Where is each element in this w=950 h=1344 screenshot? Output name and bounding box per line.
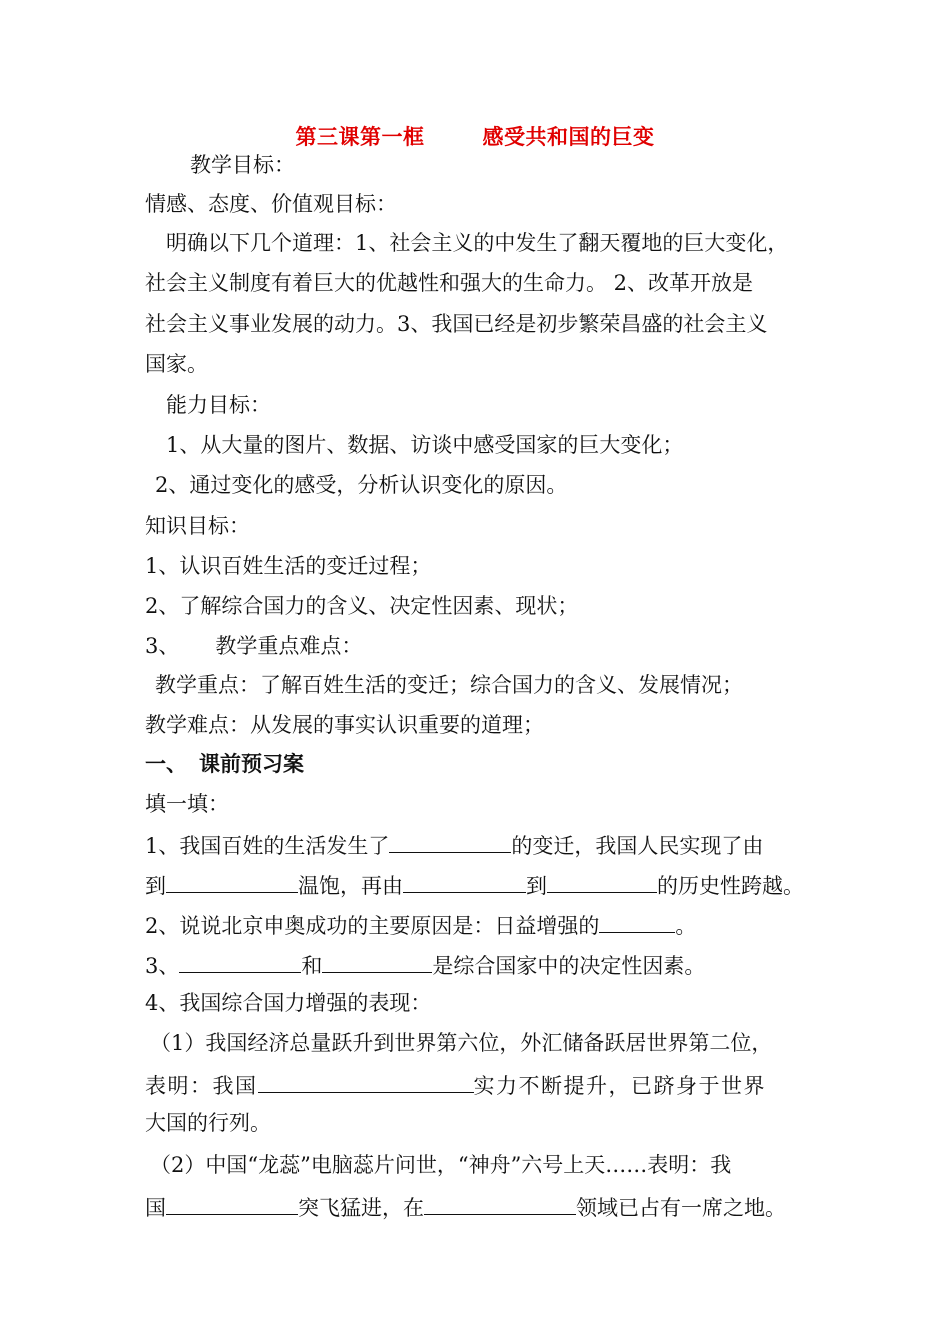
- knowledge-goal-3: [145, 633, 362, 659]
- q3-text-mid: 和: [301, 954, 323, 978]
- q1b-text-post: 的历史性跨越。: [657, 874, 804, 898]
- fill-blank[interactable]: [322, 950, 432, 973]
- goals-label: 教学目标：: [190, 153, 295, 177]
- ability-goal-1: 1、从大量的图片、数据、访谈中感受国家的巨大变化；: [166, 433, 684, 457]
- q4-2b-text-post: 领域已占有一席之地。: [576, 1196, 786, 1220]
- title-topic: 感受共和国的巨变: [482, 125, 655, 149]
- section-number: 一、: [145, 752, 187, 776]
- key-point: 教学重点：了解百姓生活的变迁；综合国力的含义、发展情况；: [155, 673, 743, 697]
- emotion-goals-label: 情感、态度、价值观目标：: [145, 192, 397, 216]
- title-lesson: 第三课第一框: [295, 125, 425, 149]
- q3-text-post: 是综合国家中的决定性因素。: [432, 954, 706, 978]
- fill-blank[interactable]: [166, 870, 298, 893]
- q4-1b-text-pre: 表明：我国: [145, 1074, 258, 1098]
- fill-blank[interactable]: [166, 1192, 298, 1215]
- question-3: [145, 950, 705, 979]
- q1b-text-mid2: 到: [526, 874, 547, 898]
- knowledge-goal-3-text: 教学重点难点：: [215, 634, 363, 658]
- fill-blank[interactable]: [179, 950, 301, 973]
- ability-goal-2: 2、通过变化的感受，分析认识变化的原因。: [155, 473, 568, 497]
- q1a-text-pre: 1、我国百姓的生活发生了: [145, 834, 390, 858]
- q4-2b-text-mid: 突飞猛进，在: [298, 1196, 424, 1220]
- q4-2b-text-pre: 国: [145, 1196, 166, 1220]
- fill-blank[interactable]: [258, 1070, 474, 1093]
- question-4-1c: 大国的行列。: [145, 1111, 271, 1135]
- question-4: 4、我国综合国力增强的表现：: [145, 991, 432, 1015]
- question-4-2b: [145, 1192, 786, 1221]
- question-2: [145, 910, 696, 939]
- fill-blank[interactable]: [389, 830, 511, 853]
- fill-label: 填一填：: [145, 792, 229, 816]
- fill-blank[interactable]: [599, 910, 675, 933]
- knowledge-goal-3-num: 3、: [145, 634, 180, 658]
- knowledge-goal-2: 2、了解综合国力的含义、决定性因素、现状；: [145, 594, 579, 618]
- emotion-line-1: 明确以下几个道理：1、社会主义的中发生了翻天覆地的巨大变化，: [166, 231, 789, 255]
- q2-text-pre: 2、说说北京申奥成功的主要原因是：日益增强的: [145, 914, 600, 938]
- section-heading: [145, 751, 304, 777]
- q1b-text-mid1: 温饱，再由: [298, 874, 403, 898]
- knowledge-goals-label: 知识目标：: [145, 514, 250, 538]
- knowledge-goal-1: 1、认识百姓生活的变迁过程；: [145, 554, 432, 578]
- emotion-line-3: 社会主义事业发展的动力。3、我国已经是初步繁荣昌盛的社会主义: [145, 312, 768, 336]
- q4-1b-text-post: 实力不断提升，已跻身于世界: [473, 1074, 766, 1098]
- ability-goals-label: 能力目标：: [166, 393, 271, 417]
- q3-text-pre: 3、: [145, 954, 180, 978]
- q1a-text-post: 的变迁，我国人民实现了由: [511, 834, 764, 858]
- fill-blank[interactable]: [547, 870, 657, 893]
- fill-blank[interactable]: [424, 1192, 576, 1215]
- page-title: [0, 121, 950, 151]
- question-1a: [145, 830, 763, 859]
- emotion-line-4: 国家。: [145, 352, 208, 376]
- question-4-1b: [145, 1070, 766, 1099]
- question-4-1a: （1）我国经济总量跃升到世界第六位，外汇储备跃居世界第二位，: [150, 1031, 773, 1055]
- q2-text-post: 。: [675, 914, 697, 938]
- q1b-text-pre: 到: [145, 874, 166, 898]
- emotion-line-2: 社会主义制度有着巨大的优越性和强大的生命力。 2、改革开放是: [145, 271, 754, 295]
- question-4-2a: （2）中国“龙蕊”电脑蕊片问世，“神舟”六号上天……表明：我: [150, 1153, 732, 1177]
- section-title: 课前预习案: [199, 752, 304, 776]
- difficulty: 教学难点：从发展的事实认识重要的道理；: [145, 713, 544, 737]
- fill-blank[interactable]: [403, 870, 526, 893]
- question-1b: [145, 870, 804, 899]
